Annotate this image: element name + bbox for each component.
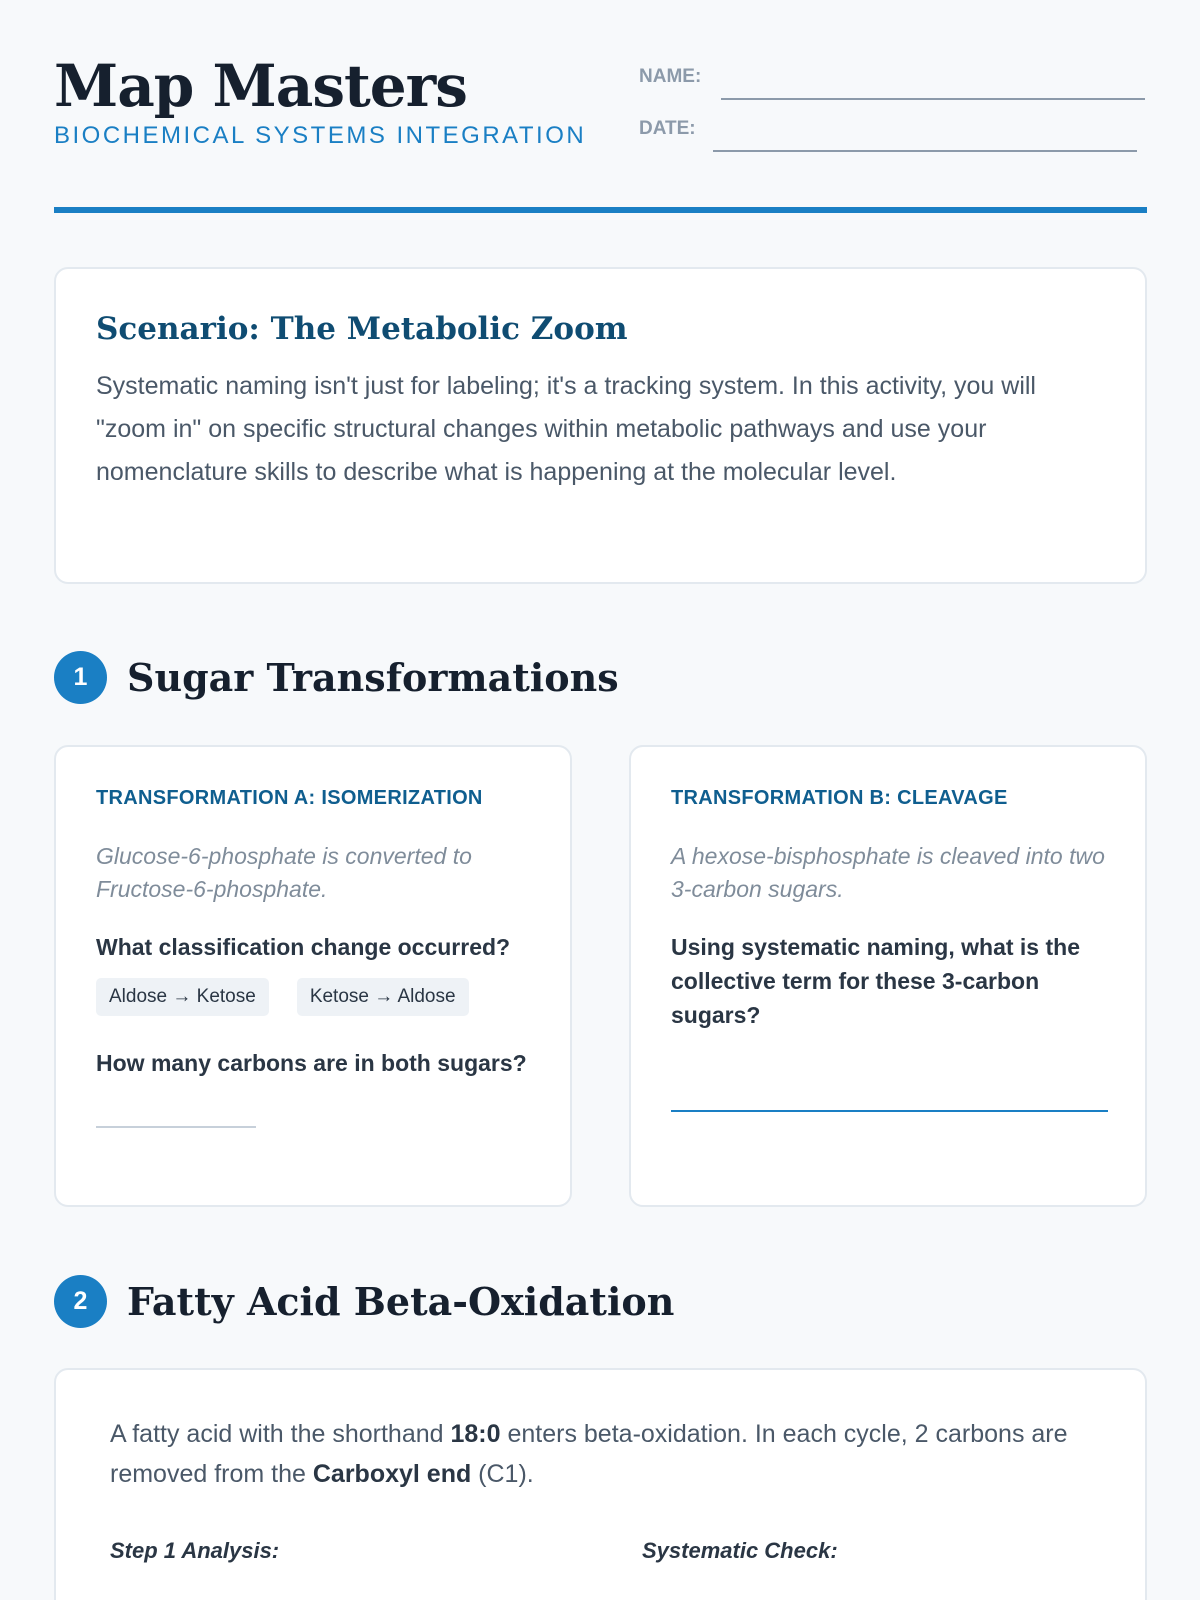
option-aldose-to-ketose[interactable]: Aldose → Ketose bbox=[96, 978, 269, 1016]
fatty-acid-text-part3: (C1). bbox=[471, 1460, 534, 1488]
carbon-count-answer-line[interactable] bbox=[96, 1126, 256, 1128]
scenario-card bbox=[54, 267, 1147, 584]
worksheet-header bbox=[54, 0, 1147, 214]
date-answer-line[interactable] bbox=[713, 150, 1137, 152]
systematic-check-label: Systematic Check: bbox=[642, 1538, 838, 1563]
transformation-a-card bbox=[54, 745, 572, 1207]
transformation-b-card bbox=[629, 745, 1147, 1207]
analysis-labels bbox=[110, 1538, 1091, 1564]
option-ketose-to-aldose[interactable]: Ketose → Aldose bbox=[297, 978, 469, 1016]
scenario-text: Systematic naming isn't just for labeling; it's a tracking system. In this activity, you will "zoom in" on specific structural changes within metabolic pathways and use your nomenclature skills to describe what is happening at the molecular level. bbox=[96, 372, 1036, 486]
worksheet-title: Map Masters bbox=[54, 52, 467, 120]
classification-question: What classification change occurred? bbox=[96, 934, 511, 960]
name-label: NAME: bbox=[639, 66, 702, 87]
section-2-title: Fatty Acid Beta-Oxidation bbox=[127, 1279, 675, 1324]
fatty-acid-shorthand: 18:0 bbox=[450, 1420, 501, 1448]
date-field[interactable] bbox=[639, 118, 1137, 140]
worksheet-page bbox=[54, 0, 1147, 1563]
transformation-b-description: A hexose-bisphosphate is cleaved into two 3-carbon sugars. bbox=[671, 843, 1105, 902]
fatty-acid-text-part2: enters beta-oxidation. In each cycle, 2 carbons are removed from the bbox=[110, 1420, 1068, 1488]
transformation-b-heading: TRANSFORMATION B: CLEAVAGE bbox=[671, 787, 1008, 809]
name-field[interactable] bbox=[639, 66, 1145, 88]
section-1-title: Sugar Transformations bbox=[127, 655, 619, 700]
scenario-title: Scenario: The Metabolic Zoom bbox=[96, 311, 628, 347]
fatty-acid-text-part1: A fatty acid with the shorthand bbox=[110, 1420, 451, 1448]
section-2-header bbox=[54, 1275, 674, 1328]
classification-options bbox=[96, 978, 530, 1016]
name-answer-line[interactable] bbox=[721, 98, 1145, 100]
transformation-a-description: Glucose-6-phosphate is converted to Fructose-6-phosphate. bbox=[96, 843, 472, 902]
section-1-number-badge: 1 bbox=[54, 651, 107, 704]
step-1-analysis-label: Step 1 Analysis: bbox=[110, 1538, 280, 1563]
section-1-header bbox=[54, 651, 619, 704]
fatty-acid-text bbox=[110, 1414, 1091, 1494]
date-label: DATE: bbox=[639, 118, 696, 139]
fatty-acid-card bbox=[54, 1368, 1147, 1600]
transformation-a-heading: TRANSFORMATION A: ISOMERIZATION bbox=[96, 787, 483, 809]
header-divider bbox=[54, 207, 1147, 213]
collective-term-question: Using systematic naming, what is the collective term for these 3-carbon sugars? bbox=[671, 934, 1080, 1028]
worksheet-subtitle: BIOCHEMICAL SYSTEMS INTEGRATION bbox=[54, 122, 587, 149]
carboxyl-end-term: Carboxyl end bbox=[312, 1460, 472, 1488]
collective-term-answer-line[interactable] bbox=[671, 1110, 1108, 1112]
carbon-count-question: How many carbons are in both sugars? bbox=[96, 1050, 527, 1076]
section-2-number-badge: 2 bbox=[54, 1275, 107, 1328]
